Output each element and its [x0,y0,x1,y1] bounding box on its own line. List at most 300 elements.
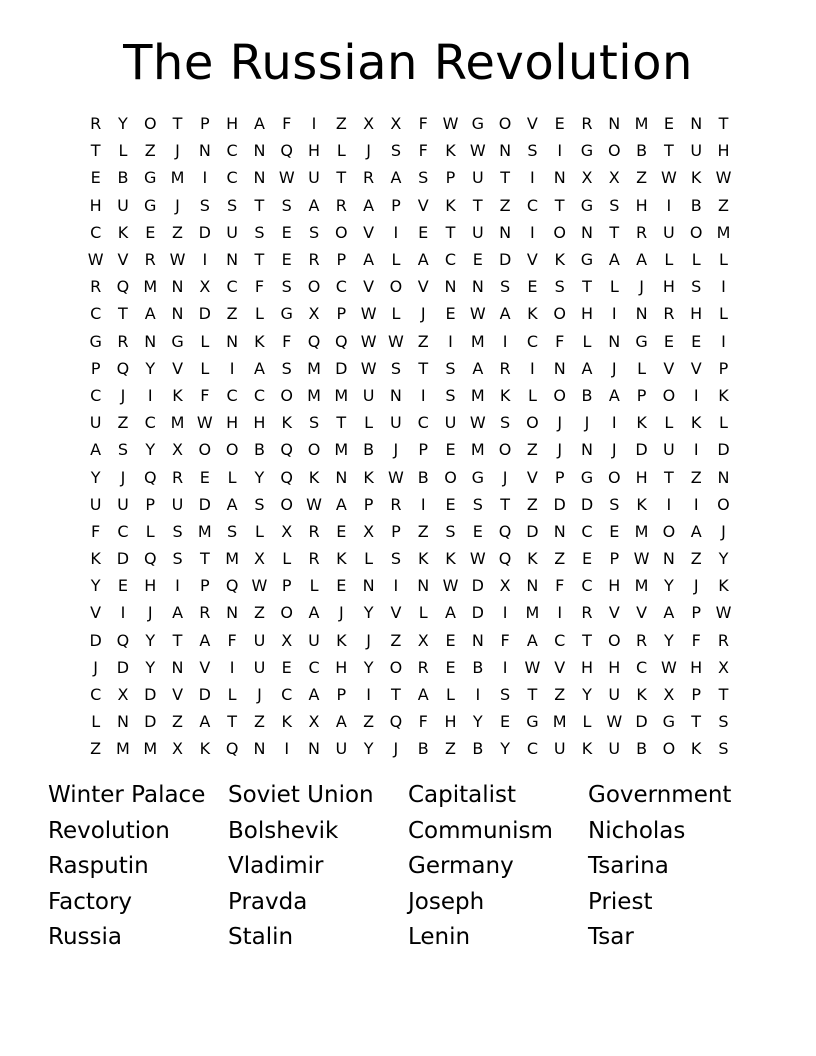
grid-letter[interactable]: W [360,304,377,324]
grid-letter[interactable]: L [719,304,728,324]
grid-letter[interactable]: U [362,385,375,405]
grid-letter[interactable]: Y [145,657,156,677]
grid-letter[interactable]: S [718,712,729,732]
grid-letter[interactable]: X [608,168,620,188]
grid-letter[interactable]: A [199,630,211,650]
grid-letter[interactable]: U [308,168,320,188]
grid-letter[interactable]: E [90,168,101,188]
grid-letter[interactable]: H [690,304,703,324]
grid-letter[interactable]: X [417,630,429,650]
grid-letter[interactable]: L [691,250,701,270]
grid-letter[interactable]: B [117,168,129,188]
grid-letter[interactable]: D [717,440,730,460]
grid-letter[interactable]: K [445,195,456,215]
grid-letter[interactable]: A [417,685,429,705]
grid-letter[interactable]: S [554,277,565,297]
grid-letter[interactable]: M [525,603,540,623]
grid-letter[interactable]: L [91,712,101,732]
grid-letter[interactable]: K [363,467,374,487]
grid-letter[interactable]: I [502,603,508,623]
grid-letter[interactable]: N [553,358,566,378]
grid-letter[interactable]: I [721,331,726,351]
grid-letter[interactable]: I [611,304,617,324]
grid-letter[interactable]: L [145,521,155,541]
grid-letter[interactable]: S [445,521,456,541]
grid-letter[interactable]: J [693,576,699,596]
grid-letter[interactable]: X [363,521,375,541]
grid-letter[interactable]: Q [116,358,130,378]
grid-letter[interactable]: C [308,657,320,677]
grid-letter[interactable]: J [175,195,180,215]
grid-letter[interactable]: F [254,277,265,297]
grid-letter[interactable]: J [175,141,180,161]
grid-letter[interactable]: B [472,739,484,759]
grid-letter[interactable]: N [198,141,211,161]
grid-letter[interactable]: I [202,168,208,188]
grid-letter[interactable]: V [526,250,538,270]
grid-letter[interactable]: R [636,222,648,242]
grid-letter[interactable]: T [500,168,510,188]
grid-letter[interactable]: M [307,385,321,405]
grid-letter[interactable]: L [200,358,210,378]
grid-letter[interactable]: L [391,304,401,324]
grid-letter[interactable]: P [418,440,429,460]
grid-letter[interactable]: W [442,576,459,596]
grid-letter[interactable]: Q [143,467,157,487]
grid-letter[interactable]: P [636,385,647,405]
grid-letter[interactable]: G [580,195,594,215]
grid-letter[interactable]: O [225,440,239,460]
grid-letter[interactable]: Q [225,576,239,596]
grid-letter[interactable]: A [172,603,184,623]
grid-letter[interactable]: D [635,440,648,460]
grid-letter[interactable]: A [363,195,375,215]
grid-letter[interactable]: G [580,250,594,270]
grid-letter[interactable]: I [229,358,235,378]
grid-letter[interactable]: I [229,657,235,677]
grid-letter[interactable]: R [581,114,593,134]
grid-letter[interactable]: H [662,277,675,297]
grid-letter[interactable]: E [445,440,456,460]
grid-letter[interactable]: L [254,521,264,541]
grid-letter[interactable]: S [227,195,238,215]
grid-letter[interactable]: Z [526,494,538,514]
grid-letter[interactable]: H [717,141,730,161]
grid-letter[interactable]: C [636,657,648,677]
grid-letter[interactable]: T [336,168,347,188]
grid-letter[interactable]: O [607,630,621,650]
grid-letter[interactable]: U [444,413,457,433]
grid-letter[interactable]: N [471,630,484,650]
grid-letter[interactable]: X [117,685,129,705]
grid-letter[interactable]: U [608,739,621,759]
grid-letter[interactable]: Z [90,739,102,759]
grid-letter[interactable]: O [307,277,321,297]
grid-letter[interactable]: S [418,168,429,188]
grid-letter[interactable]: I [693,440,699,460]
grid-letter[interactable]: J [502,467,508,487]
grid-letter[interactable]: H [226,114,239,134]
grid-letter[interactable]: E [581,549,593,569]
grid-letter[interactable]: S [308,413,320,433]
grid-letter[interactable]: P [363,494,374,514]
grid-letter[interactable]: W [606,712,623,732]
grid-letter[interactable]: E [472,250,483,270]
grid-letter[interactable]: E [445,630,456,650]
grid-letter[interactable]: B [581,385,593,405]
grid-letter[interactable]: W [278,168,295,188]
grid-letter[interactable]: K [527,304,538,324]
grid-letter[interactable]: N [581,440,593,460]
grid-letter[interactable]: A [499,304,511,324]
grid-letter[interactable]: B [253,440,265,460]
grid-letter[interactable]: K [308,467,320,487]
grid-letter[interactable]: I [147,385,153,405]
grid-letter[interactable]: C [526,739,538,759]
grid-letter[interactable]: R [308,521,320,541]
grid-letter[interactable]: V [663,358,675,378]
grid-letter[interactable]: Y [90,576,101,596]
grid-letter[interactable]: U [690,141,703,161]
grid-letter[interactable]: N [171,657,184,677]
grid-letter[interactable]: D [580,494,594,514]
grid-letter[interactable]: N [362,576,375,596]
grid-letter[interactable]: A [226,494,238,514]
grid-letter[interactable]: P [391,195,401,215]
grid-letter[interactable]: H [690,657,703,677]
grid-letter[interactable]: N [226,331,239,351]
grid-letter[interactable]: Y [472,712,483,732]
grid-letter[interactable]: X [172,739,184,759]
grid-letter[interactable]: K [636,494,647,514]
grid-letter[interactable]: T [609,222,620,242]
grid-letter[interactable]: U [471,222,484,242]
grid-letter[interactable]: G [144,168,157,188]
grid-letter[interactable]: U [89,413,102,433]
grid-letter[interactable]: G [144,195,157,215]
grid-letter[interactable]: O [389,277,403,297]
grid-letter[interactable]: W [469,141,486,161]
grid-letter[interactable]: O [607,141,621,161]
grid-letter[interactable]: Z [363,712,375,732]
grid-letter[interactable]: O [553,222,566,242]
grid-letter[interactable]: G [526,712,539,732]
grid-letter[interactable]: S [390,358,401,378]
grid-letter[interactable]: Y [718,549,729,569]
grid-letter[interactable]: W [306,494,322,514]
grid-letter[interactable]: M [307,358,321,378]
grid-letter[interactable]: Z [554,685,566,705]
grid-letter[interactable]: R [663,304,675,324]
grid-letter[interactable]: I [530,358,535,378]
grid-letter[interactable]: X [717,657,729,677]
grid-letter[interactable]: W [87,250,104,270]
grid-letter[interactable]: A [526,630,538,650]
grid-letter[interactable]: F [555,331,565,351]
grid-letter[interactable]: L [609,277,619,297]
grid-letter[interactable]: Q [335,331,348,351]
grid-letter[interactable]: B [690,195,702,215]
grid-letter[interactable]: D [526,521,539,541]
grid-letter[interactable]: L [227,467,237,487]
grid-letter[interactable]: O [689,222,703,242]
grid-letter[interactable]: Y [118,114,128,134]
grid-letter[interactable]: O [307,440,321,460]
grid-letter[interactable]: H [580,304,593,324]
grid-letter[interactable]: K [336,549,347,569]
grid-letter[interactable]: M [170,413,185,433]
grid-letter[interactable]: V [172,685,184,705]
grid-letter[interactable]: C [90,222,102,242]
grid-letter[interactable]: N [553,168,566,188]
grid-letter[interactable]: U [308,630,320,650]
grid-letter[interactable]: K [445,141,456,161]
grid-letter[interactable]: O [389,657,403,677]
grid-letter[interactable]: Q [498,521,512,541]
grid-letter[interactable]: E [445,304,456,324]
grid-letter[interactable]: L [527,385,537,405]
grid-letter[interactable]: W [360,331,377,351]
grid-letter[interactable]: E [199,467,210,487]
grid-letter[interactable]: Z [636,168,648,188]
grid-letter[interactable]: C [117,521,129,541]
grid-letter[interactable]: O [280,603,294,623]
grid-letter[interactable]: Z [445,739,456,759]
grid-letter[interactable]: K [636,685,647,705]
grid-letter[interactable]: G [471,114,484,134]
grid-letter[interactable]: T [527,685,538,705]
grid-letter[interactable]: S [691,277,702,297]
grid-letter[interactable]: W [360,358,377,378]
grid-letter[interactable]: D [471,603,484,623]
grid-letter[interactable]: Z [172,222,184,242]
grid-letter[interactable]: U [390,413,402,433]
grid-letter[interactable]: D [144,712,157,732]
grid-letter[interactable]: U [663,440,675,460]
grid-letter[interactable]: U [89,494,102,514]
grid-letter[interactable]: O [662,521,676,541]
grid-letter[interactable]: R [199,603,211,623]
grid-letter[interactable]: T [472,195,483,215]
grid-letter[interactable]: F [691,630,701,650]
grid-letter[interactable]: P [336,304,347,324]
grid-letter[interactable]: I [120,603,126,623]
grid-letter[interactable]: A [308,603,320,623]
grid-letter[interactable]: M [470,331,485,351]
grid-letter[interactable]: G [471,467,484,487]
grid-letter[interactable]: S [281,358,292,378]
grid-letter[interactable]: G [89,331,102,351]
grid-letter[interactable]: E [500,712,511,732]
grid-letter[interactable]: I [693,494,699,514]
grid-letter[interactable]: U [171,494,184,514]
grid-letter[interactable]: T [554,195,565,215]
grid-letter[interactable]: Q [307,331,321,351]
grid-letter[interactable]: O [662,385,676,405]
grid-letter[interactable]: U [663,222,675,242]
grid-letter[interactable]: K [417,549,429,569]
grid-letter[interactable]: T [172,114,183,134]
grid-letter[interactable]: P [554,467,565,487]
grid-letter[interactable]: Y [254,467,265,487]
grid-letter[interactable]: L [336,141,346,161]
grid-letter[interactable]: I [284,739,290,759]
grid-letter[interactable]: J [366,141,371,161]
grid-letter[interactable]: A [608,250,620,270]
grid-letter[interactable]: X [308,304,320,324]
grid-letter[interactable]: A [144,304,156,324]
grid-letter[interactable]: T [691,712,702,732]
grid-letter[interactable]: F [418,141,428,161]
grid-letter[interactable]: Q [389,712,403,732]
grid-letter[interactable]: J [393,739,399,759]
grid-letter[interactable]: T [254,195,265,215]
grid-letter[interactable]: N [171,277,184,297]
grid-letter[interactable]: R [581,603,593,623]
grid-letter[interactable]: D [335,358,348,378]
grid-letter[interactable]: V [417,277,429,297]
grid-letter[interactable]: T [172,630,183,650]
grid-letter[interactable]: A [90,440,102,460]
grid-letter[interactable]: U [335,739,348,759]
grid-letter[interactable]: E [281,657,292,677]
grid-letter[interactable]: N [389,385,402,405]
grid-letter[interactable]: M [143,739,158,759]
grid-letter[interactable]: T [718,685,729,705]
grid-letter[interactable]: Q [498,549,512,569]
grid-letter[interactable]: Q [116,630,130,650]
grid-letter[interactable]: P [336,250,347,270]
grid-letter[interactable]: M [470,385,485,405]
grid-letter[interactable]: N [635,304,648,324]
grid-letter[interactable]: N [471,277,484,297]
grid-letter[interactable]: Y [145,358,156,378]
grid-letter[interactable]: L [282,549,292,569]
grid-letter[interactable]: E [336,576,347,596]
grid-letter[interactable]: I [557,603,563,623]
grid-letter[interactable]: V [608,603,620,623]
grid-letter[interactable]: M [634,521,649,541]
grid-letter[interactable]: R [90,114,102,134]
grid-letter[interactable]: E [609,521,620,541]
grid-letter[interactable]: D [553,494,566,514]
grid-letter[interactable]: Z [417,331,429,351]
grid-letter[interactable]: S [718,739,729,759]
grid-letter[interactable]: A [581,358,593,378]
grid-letter[interactable]: T [118,304,128,324]
grid-letter[interactable]: L [418,603,428,623]
grid-letter[interactable]: L [200,331,210,351]
grid-letter[interactable]: N [171,304,184,324]
grid-letter[interactable]: C [226,168,238,188]
grid-letter[interactable]: K [499,385,511,405]
grid-letter[interactable]: E [145,222,156,242]
grid-letter[interactable]: N [581,222,593,242]
grid-letter[interactable]: E [445,657,456,677]
grid-letter[interactable]: M [552,712,567,732]
grid-letter[interactable]: W [251,576,268,596]
grid-letter[interactable]: Z [226,304,238,324]
grid-letter[interactable]: E [117,576,128,596]
grid-letter[interactable]: V [363,277,375,297]
grid-letter[interactable]: P [391,521,401,541]
grid-letter[interactable]: C [444,250,457,270]
grid-letter[interactable]: E [554,114,565,134]
grid-letter[interactable]: W [196,413,213,433]
grid-letter[interactable]: H [608,576,621,596]
grid-letter[interactable]: M [143,277,158,297]
grid-letter[interactable]: T [90,141,101,161]
grid-letter[interactable]: F [91,521,101,541]
grid-letter[interactable]: M [470,440,485,460]
grid-letter[interactable]: S [308,222,320,242]
grid-letter[interactable]: H [144,576,157,596]
grid-letter[interactable]: B [417,739,429,759]
grid-letter[interactable]: C [526,331,538,351]
grid-letter[interactable]: J [366,630,371,650]
grid-letter[interactable]: Z [717,195,729,215]
grid-letter[interactable]: K [90,549,101,569]
grid-letter[interactable]: Q [225,739,239,759]
grid-letter[interactable]: L [637,358,647,378]
grid-letter[interactable]: F [200,385,210,405]
grid-letter[interactable]: V [417,195,429,215]
grid-letter[interactable]: M [334,440,349,460]
grid-letter[interactable]: C [144,413,156,433]
grid-letter[interactable]: Y [663,576,674,596]
grid-letter[interactable]: N [444,277,457,297]
grid-letter[interactable]: W [469,413,486,433]
grid-letter[interactable]: D [116,549,130,569]
grid-letter[interactable]: R [144,250,156,270]
grid-letter[interactable]: S [500,685,511,705]
grid-letter[interactable]: L [118,141,128,161]
grid-letter[interactable]: M [197,521,212,541]
grid-letter[interactable]: K [554,250,565,270]
grid-letter[interactable]: J [147,603,153,623]
grid-letter[interactable]: J [584,413,590,433]
grid-letter[interactable]: G [171,331,184,351]
grid-letter[interactable]: T [500,494,510,514]
grid-letter[interactable]: Q [116,277,130,297]
grid-letter[interactable]: X [581,168,593,188]
grid-letter[interactable]: D [635,712,648,732]
grid-letter[interactable]: N [608,114,621,134]
grid-letter[interactable]: I [693,385,699,405]
grid-letter[interactable]: N [226,603,239,623]
grid-letter[interactable]: S [500,413,511,433]
grid-letter[interactable]: Y [145,630,156,650]
grid-letter[interactable]: K [690,413,702,433]
grid-letter[interactable]: H [226,413,239,433]
grid-letter[interactable]: H [253,413,266,433]
grid-letter[interactable]: S [390,141,401,161]
grid-letter[interactable]: E [281,222,292,242]
grid-letter[interactable]: A [472,358,484,378]
grid-letter[interactable]: C [281,685,293,705]
grid-letter[interactable]: Z [417,521,429,541]
grid-letter[interactable]: K [718,385,729,405]
grid-letter[interactable]: S [227,521,238,541]
grid-letter[interactable]: A [663,603,675,623]
grid-letter[interactable]: I [666,195,672,215]
grid-letter[interactable]: S [527,141,538,161]
grid-letter[interactable]: E [527,277,538,297]
grid-letter[interactable]: X [308,712,320,732]
grid-letter[interactable]: H [580,657,593,677]
grid-letter[interactable]: K [281,413,292,433]
grid-letter[interactable]: V [690,358,702,378]
